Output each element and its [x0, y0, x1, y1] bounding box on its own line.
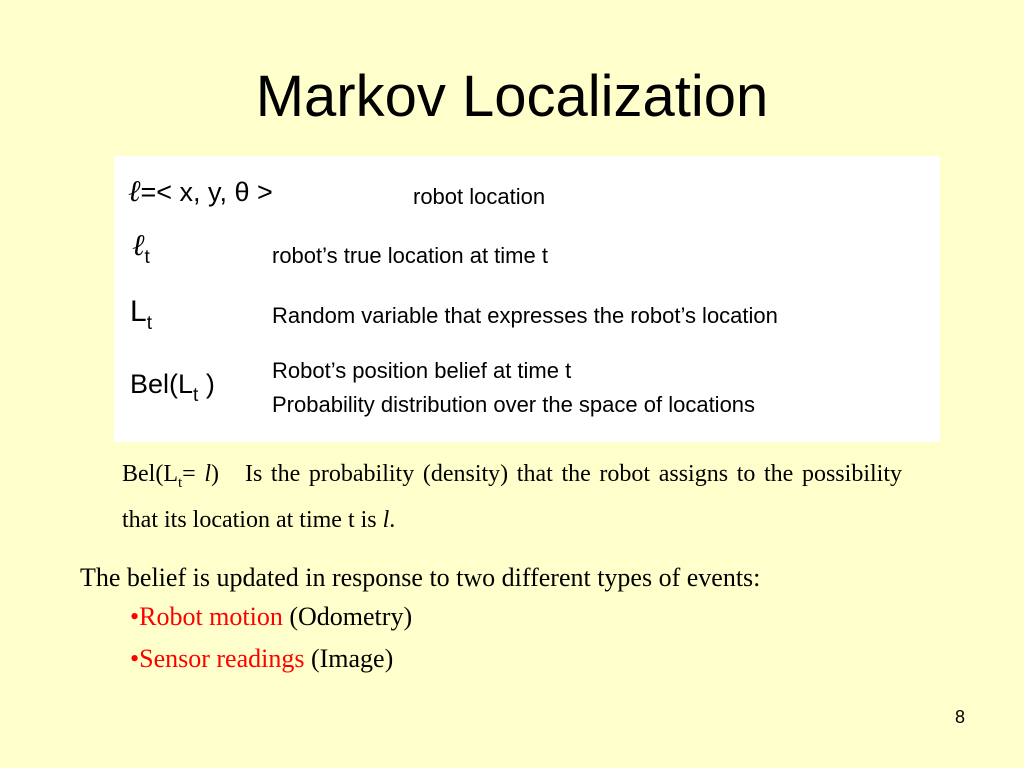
desc-true-location — [272, 239, 548, 273]
desc-line: robot location — [413, 184, 546, 209]
subscript-t: t — [193, 385, 199, 406]
script-l-symbol: ℓ — [132, 229, 145, 262]
event-name: Sensor readings — [139, 644, 305, 673]
script-l-symbol: ℓ — [128, 175, 141, 208]
bel-variable: l — [204, 461, 212, 487]
bullet-marker: • — [130, 602, 140, 631]
desc-line: robot’s true location at time t — [272, 243, 548, 268]
bel-prefix: Bel(L — [122, 461, 178, 487]
definition-text: Is the probability (density) that the robot assigns to the possibility that its location at time t is — [122, 461, 902, 533]
desc-line: Random variable that expresses the robot’s location — [272, 303, 778, 328]
desc-robot-location — [413, 180, 545, 214]
definition-variable: l — [382, 506, 390, 533]
belief-definition — [122, 456, 902, 539]
bel-close: ) — [211, 461, 220, 487]
notation-figure — [114, 156, 940, 442]
symbol-location-vector — [128, 176, 273, 208]
event-list — [130, 596, 412, 680]
desc-belief — [272, 354, 755, 422]
definition-period: . — [389, 506, 396, 533]
desc-line: Robot’s position belief at time t — [272, 358, 572, 383]
bel-equals: = — [182, 461, 205, 487]
desc-line: Probability distribution over the space of locations — [272, 392, 756, 417]
location-tuple: =< x, y, θ > — [140, 177, 273, 207]
belief-update-intro: The belief is updated in response to two different types of events: — [80, 563, 761, 592]
belief-close: ) — [198, 369, 215, 399]
bullet-marker: • — [130, 644, 140, 673]
bel-subscript: t — [177, 474, 183, 491]
subscript-t: t — [146, 313, 152, 334]
list-item — [130, 638, 412, 680]
symbol-true-location — [132, 230, 150, 266]
symbol-belief — [130, 368, 215, 404]
event-detail: (Odometry) — [282, 602, 413, 631]
desc-random-variable — [272, 299, 778, 333]
capital-l-symbol: L — [130, 295, 147, 328]
page-number: 8 — [954, 707, 965, 727]
belief-prefix: Bel(L — [130, 369, 194, 399]
symbol-random-variable — [130, 296, 152, 332]
list-item — [130, 596, 412, 638]
event-name: Robot motion — [139, 602, 283, 631]
event-detail: (Image) — [304, 644, 394, 673]
subscript-t: t — [144, 247, 150, 268]
slide-title: Markov Localization — [255, 64, 769, 129]
